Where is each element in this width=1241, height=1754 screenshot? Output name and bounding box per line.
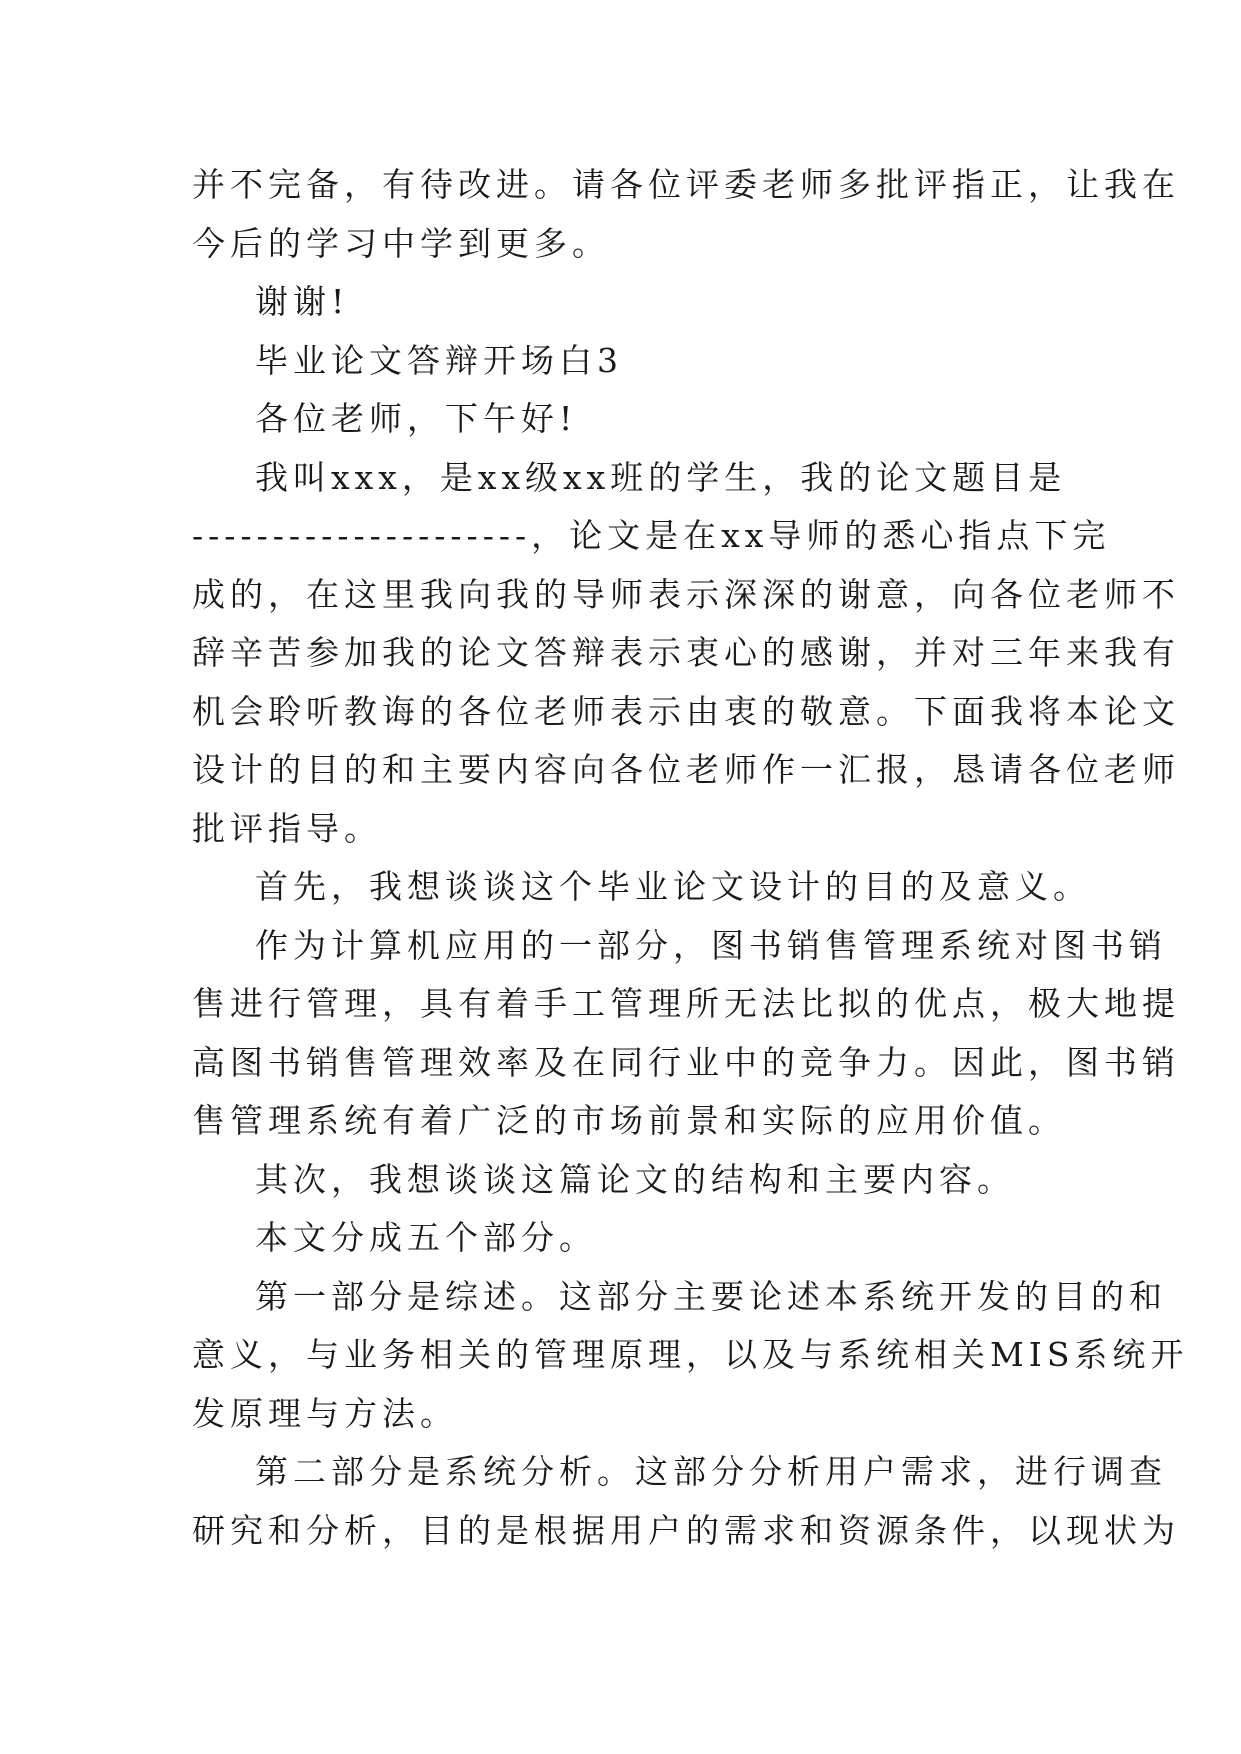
text-line: 辞辛苦参加我的论文答辩表示衷心的感谢，并对三年来我有 [192,633,1180,672]
text-line: 第一部分是综述。这部分主要论述本系统开发的目的和 [255,1276,1167,1316]
text-line: 毕业论文答辩开场白3 [255,340,623,380]
text-line: 并不完备，有待改进。请各位评委老师多批评指正，让我在 [192,165,1180,204]
text-line: 首先，我想谈谈这个毕业论文设计的目的及意义。 [255,867,1091,906]
text-line: 作为计算机应用的一部分，图书销售管理系统对图书销 [255,925,1167,965]
document-body [192,156,1189,1560]
text-line: 各位老师，下午好! [255,399,578,438]
text-line: 我叫xxx，是xx级xx班的学生，我的论文题目是 [255,457,1067,497]
text-line: 高图书销售管理效率及在同行业中的竞争力。因此，图书销 [192,1042,1180,1082]
text-line: 本文分成五个部分。 [255,1218,597,1257]
text-line: 发原理与方法。 [192,1393,458,1433]
text-line: 机会聆听教诲的各位老师表示由衷的敬意。下面我将本论文 [192,691,1180,731]
text-line: 研究和分析，目的是根据用户的需求和资源条件，以现状为 [192,1510,1180,1550]
text-line: 售进行管理，具有着手工管理所无法比拟的优点，极大地提 [192,984,1180,1023]
text-line: ---------------------，论文是在xx导师的悉心指点下完 [192,516,1111,555]
text-line: 第二部分是系统分析。这部分分析用户需求，进行调查 [255,1452,1167,1491]
text-line: 批评指导。 [192,808,382,848]
text-line: 成的，在这里我向我的导师表示深深的谢意，向各位老师不 [192,574,1180,614]
text-line: 意义，与业务相关的管理原理，以及与系统相关MIS系统开 [192,1335,1189,1374]
text-line: 今后的学习中学到更多。 [192,223,610,263]
text-line: 谢谢! [255,282,350,321]
text-line: 设计的目的和主要内容向各位老师作一汇报，恳请各位老师 [192,750,1180,789]
text-line: 售管理系统有着广泛的市场前景和实际的应用价值。 [192,1101,1066,1140]
text-line: 其次，我想谈谈这篇论文的结构和主要内容。 [255,1159,1015,1199]
